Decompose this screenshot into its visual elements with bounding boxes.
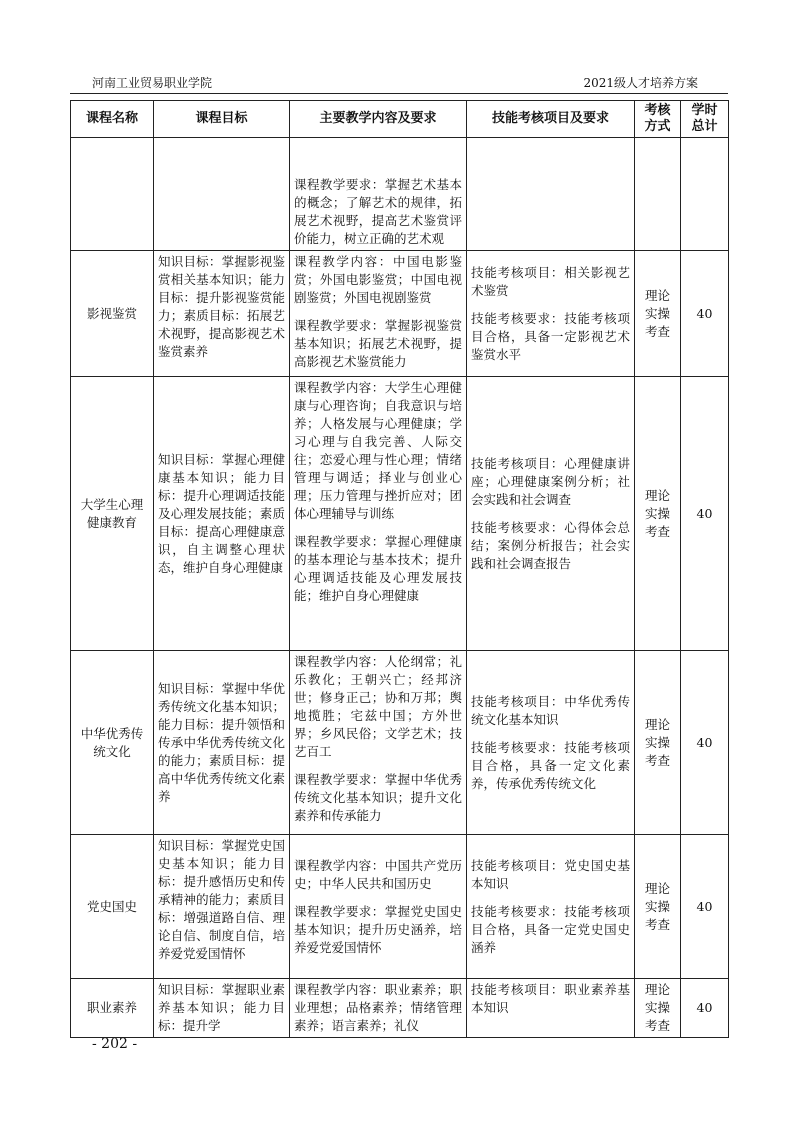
exam-method: 理论 实操 考查 xyxy=(635,377,681,651)
total-hours: 40 xyxy=(681,651,729,835)
col-header-content: 主要教学内容及要求 xyxy=(290,101,467,138)
course-name: 中华优秀传统文化 xyxy=(71,651,154,835)
table-row xyxy=(71,138,729,251)
skill-item: 技能考核项目：中华优秀传统文化基本知识 xyxy=(471,693,630,727)
course-objective: 知识目标：掌握中华优秀传统文化基本知识；能力目标：提升领悟和传承中华优秀传统文化的能力；素质目标：提高中华优秀传统文化素养 xyxy=(154,651,290,835)
teaching-requirement: 课程教学要求：掌握心理健康的基本理论与基本技术；提升心理调适技能及心理发展技能；维护自身心理健康 xyxy=(294,534,462,603)
col-header-objective: 课程目标 xyxy=(154,101,290,138)
teaching-content: 课程教学内容：职业素养；职业理想；品格素养；情绪管理素养；语言素养；礼仪 xyxy=(294,982,462,1033)
skill-item: 技能考核项目：相关影视艺术鉴赏 xyxy=(471,264,630,298)
course-name: 大学生心理健康教育 xyxy=(71,377,154,651)
course-table xyxy=(70,100,729,1038)
teaching-requirement: 课程教学要求：掌握艺术基本的概念；了解艺术的规律，拓展艺术视野，提高艺术鉴赏评价能力，树立正确的艺术观 xyxy=(294,177,462,246)
skill-assessment xyxy=(467,651,635,835)
table-row xyxy=(71,651,729,835)
teaching-requirement: 课程教学要求：掌握党史国史基本知识；提升历史涵养，培养爱党爱国情怀 xyxy=(294,903,462,955)
plan-title: 2021级人才培养方案 xyxy=(583,76,698,90)
course-content xyxy=(290,377,467,651)
skill-assessment xyxy=(467,251,635,377)
total-hours xyxy=(681,138,729,251)
skill-requirement: 技能考核要求：技能考核项目合格，具备一定文化素养，传承优秀传统文化 xyxy=(471,739,630,791)
teaching-content: 课程教学内容：人伦纲常；礼乐教化；王朝兴亡；经邦济世；修身正己；协和万邦；舆地揽胜；宅兹中国；方外世界；乡风民俗；文学艺术；技艺百工 xyxy=(294,654,462,759)
skill-assessment xyxy=(467,835,635,979)
course-name: 职业素养 xyxy=(71,979,154,1038)
header-divider xyxy=(70,93,728,94)
page-header xyxy=(92,74,698,92)
skill-requirement: 技能考核要求：技能考核项目合格，具备一定影视艺术鉴赏水平 xyxy=(471,310,630,362)
course-content xyxy=(290,251,467,377)
exam-method: 理论 实操 考查 xyxy=(635,651,681,835)
exam-method xyxy=(635,138,681,251)
col-header-hours: 学时 总计 xyxy=(681,101,729,138)
course-content xyxy=(290,979,467,1038)
skill-assessment xyxy=(467,979,635,1038)
table-row xyxy=(71,835,729,979)
skill-item: 技能考核项目：党史国史基本知识 xyxy=(471,857,630,891)
teaching-content: 课程教学内容：大学生心理健康与心理咨询；自我意识与培养；人格发展与心理健康；学习心理与自我完善、人际交往；恋爱心理与性心理；情绪管理与调适；择业与创业心理；压力管理与挫折应对；团体心理辅导与训练 xyxy=(294,380,462,521)
exam-method: 理论 实操 考查 xyxy=(635,251,681,377)
table-row xyxy=(71,979,729,1038)
skill-assessment xyxy=(467,377,635,651)
course-objective: 知识目标：掌握心理健康基本知识；能力目标：提升心理调适技能及心理发展技能；素质目标：提高心理健康意识，自主调整心理状态，维护自身心理健康 xyxy=(154,377,290,651)
total-hours: 40 xyxy=(681,377,729,651)
skill-item: 技能考核项目：职业素养基本知识 xyxy=(471,982,630,1015)
skill-assessment xyxy=(467,138,635,251)
course-objective: 知识目标：掌握影视鉴赏相关基本知识；能力目标：提升影视鉴赏能力；素质目标：拓展艺术视野，提高影视艺术鉴赏素养 xyxy=(154,251,290,377)
course-objective: 知识目标：掌握党史国史基本知识；能力目标：提升感悟历史和传承精神的能力；素质目标：增强道路自信、理论自信、制度自信，培养爱党爱国情怀 xyxy=(154,835,290,979)
course-name: 影视鉴赏 xyxy=(71,251,154,377)
exam-method: 理论 实操 考查 xyxy=(635,979,681,1038)
col-header-skill: 技能考核项目及要求 xyxy=(467,101,635,138)
school-name: 河南工业贸易职业学院 xyxy=(92,76,213,90)
course-content xyxy=(290,651,467,835)
col-header-exam: 考核 方式 xyxy=(635,101,681,138)
skill-requirement: 技能考核要求：心得体会总结；案例分析报告；社会实践和社会调查报告 xyxy=(471,519,630,571)
skill-item: 技能考核项目：心理健康讲座；心理健康案例分析；社会实践和社会调查 xyxy=(471,455,630,507)
teaching-content: 课程教学内容：中国共产党历史；中华人民共和国历史 xyxy=(294,857,462,891)
total-hours: 40 xyxy=(681,835,729,979)
course-content xyxy=(290,138,467,251)
course-objective xyxy=(154,138,290,251)
course-name xyxy=(71,138,154,251)
table-header-row xyxy=(71,101,729,138)
page-number: - 202 - xyxy=(92,1036,138,1052)
total-hours: 40 xyxy=(681,251,729,377)
course-objective: 知识目标：掌握职业素养基本知识；能力目标：提升学 xyxy=(154,979,290,1038)
teaching-content: 课程教学内容：中国电影鉴赏；外国电影鉴赏；中国电视剧鉴赏；外国电视剧鉴赏 xyxy=(294,254,462,305)
table-row xyxy=(71,377,729,651)
skill-requirement: 技能考核要求：技能考核项目合格，具备一定党史国史涵养 xyxy=(471,903,630,955)
table-row xyxy=(71,251,729,377)
course-name: 党史国史 xyxy=(71,835,154,979)
col-header-course-name: 课程名称 xyxy=(71,101,154,138)
total-hours: 40 xyxy=(681,979,729,1038)
teaching-requirement: 课程教学要求：掌握中华优秀传统文化基本知识；提升文化素养和传承能力 xyxy=(294,772,462,823)
exam-method: 理论 实操 考查 xyxy=(635,835,681,979)
teaching-requirement: 课程教学要求：掌握影视鉴赏基本知识；拓展艺术视野，提高影视艺术鉴赏能力 xyxy=(294,318,462,369)
course-content xyxy=(290,835,467,979)
